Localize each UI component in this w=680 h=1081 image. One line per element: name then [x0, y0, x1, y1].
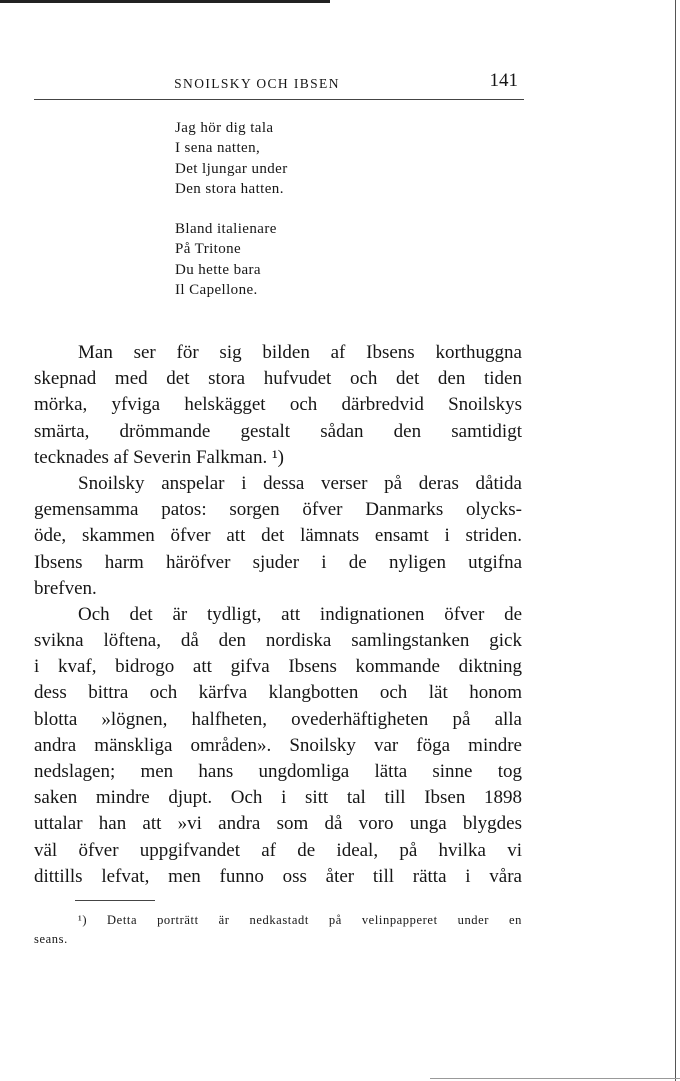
- poem-line: Jag hör dig tala: [175, 120, 274, 136]
- page-number: 141: [489, 70, 518, 91]
- poem-line: I sena natten,: [175, 140, 261, 157]
- footnote-line: ¹) Detta porträtt är nedkastadt på velinpapperet under en: [78, 913, 522, 927]
- text-line: dittills lefvat, men funno oss åter till rätta i våra: [34, 865, 522, 887]
- poem-line: Det ljungar under: [175, 160, 288, 177]
- text-line: brefven.: [34, 577, 97, 599]
- text-line: saken mindre djupt. Och i sitt tal till Ibsen 1898: [34, 787, 522, 809]
- top-edge-rule: [0, 0, 330, 3]
- footnote-rule: [75, 900, 155, 901]
- running-header: [34, 70, 524, 98]
- text-line: blotta »lögnen, halfheten, ovederhäftigheten på alla: [34, 708, 522, 730]
- text-line: Snoilsky anspelar i dessa verser på deras dåtida: [78, 472, 522, 494]
- poem-line: Il Capellone.: [175, 282, 258, 299]
- poem-line: På Tritone: [175, 241, 242, 258]
- poem-line: Bland italienare: [175, 221, 277, 238]
- text-line: väl öfver uppgifvandet af de ideal, på hvilka vi: [34, 839, 522, 861]
- text-line: tecknades af Severin Falkman. ¹): [34, 446, 284, 468]
- poem-stanza: [175, 219, 288, 300]
- footnote: [34, 911, 522, 949]
- text-line: i kvaf, bidrogo att gifva Ibsens kommande diktning: [34, 656, 522, 678]
- text-line: uttalar han att »vi andra som då voro unga blygdes: [34, 813, 522, 835]
- text-line: Och det är tydligt, att indignationen öfver de: [78, 603, 522, 625]
- page-edge-line: [675, 0, 676, 1081]
- poem-stanza: [175, 118, 288, 199]
- text-line: andra mänskliga områden». Snoilsky var föga mindre: [34, 734, 522, 756]
- footnote-line: seans.: [34, 932, 68, 946]
- header-rule: [34, 99, 524, 100]
- text-line: smärta, drömmande gestalt sådan den samtidigt: [34, 420, 522, 442]
- poem-line: Den stora hatten.: [175, 180, 284, 197]
- text-line: öde, skammen öfver att det lämnats ensamt i striden.: [34, 525, 522, 547]
- text-line: gemensamma patos: sorgen öfver Danmarks olycks-: [34, 499, 522, 521]
- text-line: svikna löftena, då den nordiska samlingstanken gick: [34, 630, 522, 652]
- text-line: nedslagen; men hans ungdomliga lätta sinne tog: [34, 761, 522, 782]
- text-line: mörka, yfviga helskägget och därbredvid Snoilskys: [34, 394, 522, 416]
- running-title: SNOILSKY OCH IBSEN: [174, 76, 340, 91]
- poem-line: Du hette bara: [175, 261, 261, 278]
- text-line: skepnad med det stora hufvudet och det den tiden: [34, 368, 522, 390]
- bottom-edge-line: [430, 1078, 680, 1079]
- text-line: Ibsens harm häröfver sjuder i de nyligen utgifna: [34, 551, 522, 573]
- text-line: Man ser för sig bilden af Ibsens korthuggna: [78, 342, 522, 363]
- text-line: dess bittra och kärfva klangbotten och lät honom: [34, 682, 522, 704]
- poem: [175, 118, 288, 320]
- body-text: [34, 340, 522, 890]
